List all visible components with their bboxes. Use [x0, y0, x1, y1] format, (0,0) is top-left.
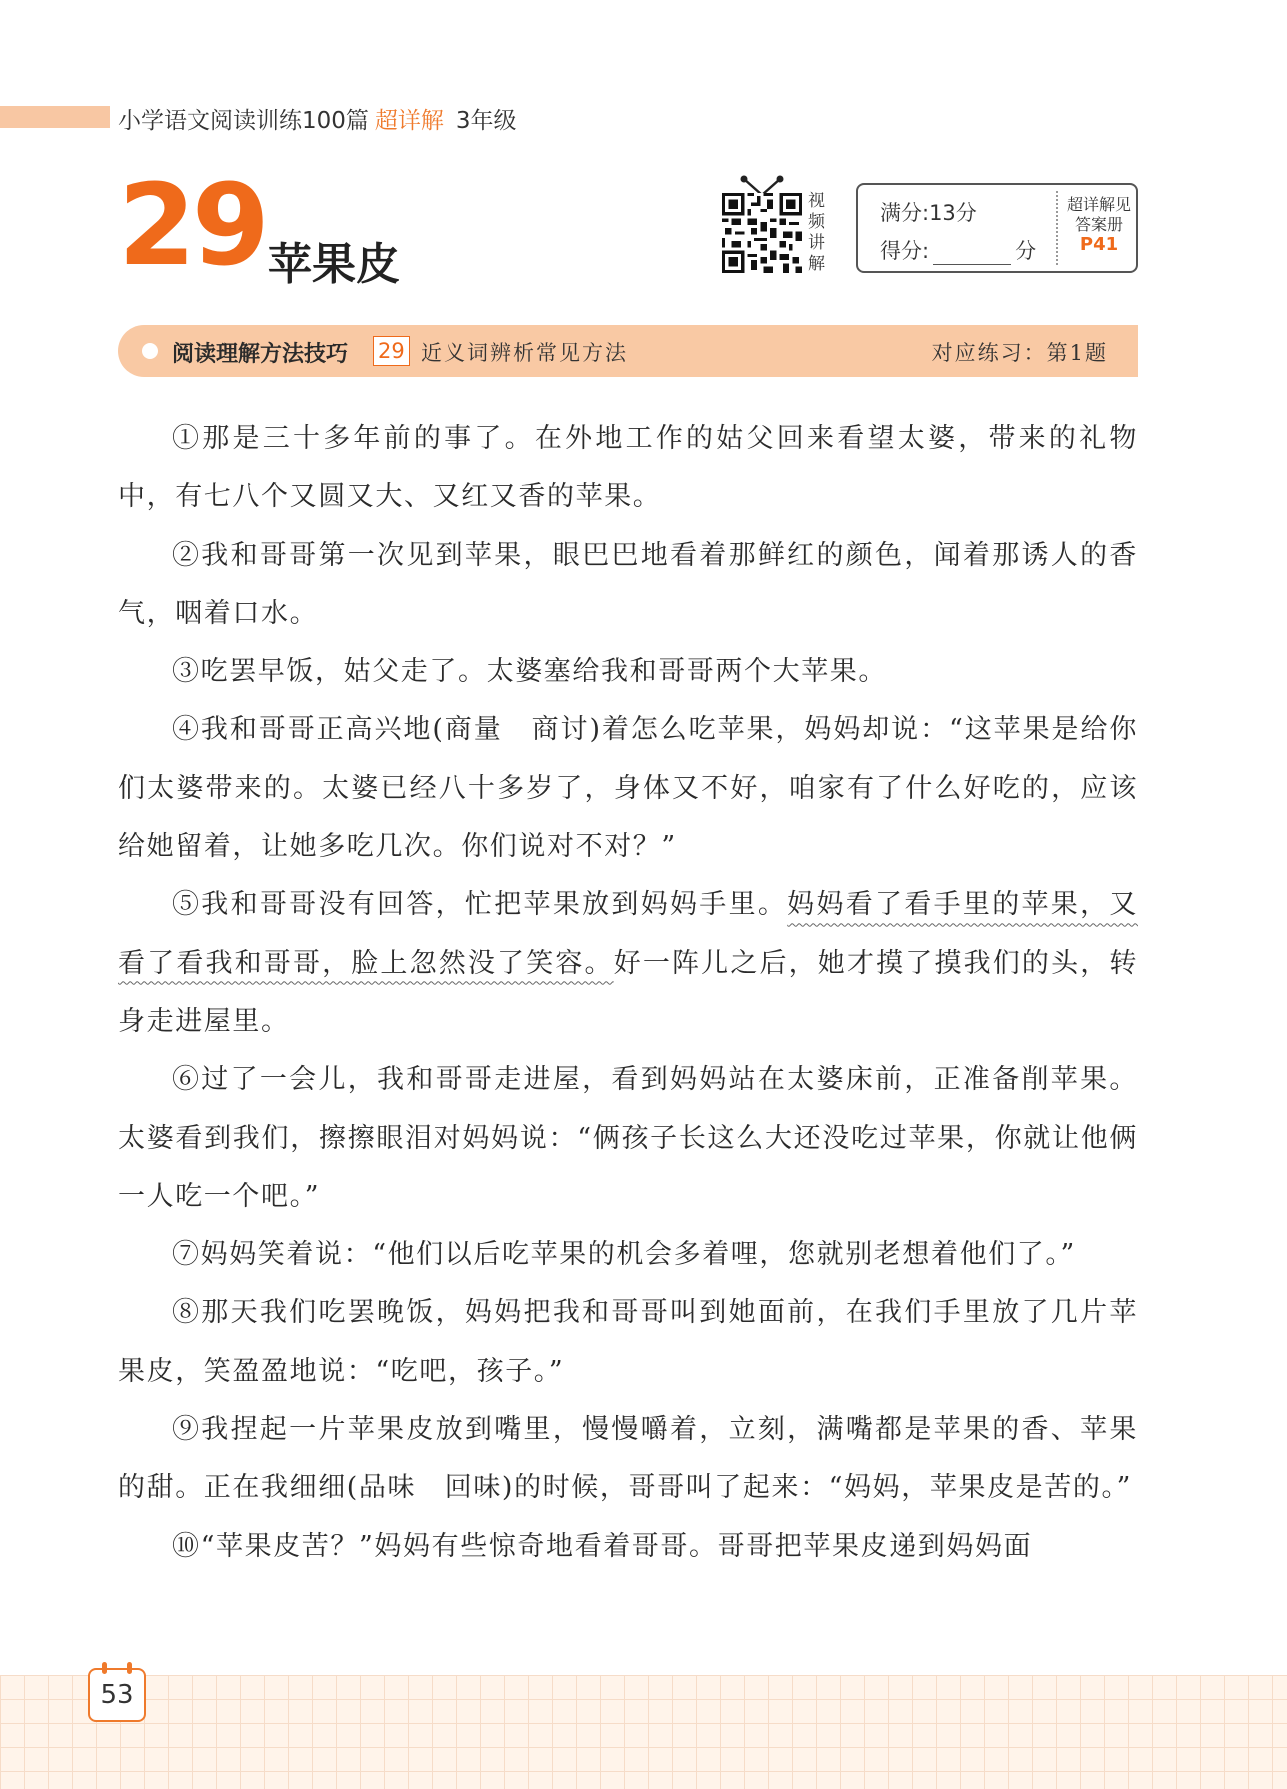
book-series: 小学语文阅读训练100篇: [118, 108, 369, 134]
answer-ref-line2: 答案册: [1074, 215, 1123, 234]
method-number: 29: [373, 336, 410, 366]
score-got-unit: 分: [1015, 239, 1037, 263]
lesson-title: 苹果皮: [268, 239, 400, 290]
paragraph-6: ⑥过了一会儿，我和哥哥走进屋，看到妈妈站在太婆床前，正准备削苹果。太婆看到我们，擦擦眼泪对妈妈说：“俩孩子长这么大还没吃过苹果，你就让他俩一人吃一个吧。”: [118, 1064, 1138, 1212]
bullet-dot-icon: [142, 343, 158, 359]
wavy-underlined-sentence: 妈妈看了看手里的苹果，又看了看我和哥哥，脸上忽然没了笑容。: [118, 889, 1138, 979]
paragraph-4: ④我和哥哥正高兴地(商量 商讨)着怎么吃苹果，妈妈却说：“这苹果是给你们太婆带来的。太婆已经八十多岁了，身体又不好，咱家有了什么好吃的，应该给她留着，让她多吃几次。你们说对不对？”: [118, 714, 1138, 863]
paragraph-3: ③吃罢早饭，姑父走了。太婆塞给我和哥哥两个大苹果。: [172, 656, 887, 688]
paragraph-5-end: 好一阵儿之后，她才摸了摸我们的头，转身走进屋里。: [118, 947, 1138, 1037]
score-full: 满分:13分: [880, 201, 977, 225]
paragraph-8: ⑧那天我们吃罢晚饭，妈妈把我和哥哥叫到她面前，在我们手里放了几片苹果皮，笑盈盈地说：“吃吧，孩子。”: [118, 1297, 1138, 1387]
method-label: 阅读理解方法技巧: [172, 342, 349, 367]
book-header: [118, 102, 517, 135]
paragraph-7: ⑦妈妈笑着说：“他们以后吃苹果的机会多着哩，您就别老想着他们了。”: [172, 1239, 1076, 1271]
paragraph-1: ①那是三十多年前的事了。在外地工作的姑父回来看望太婆，带来的礼物中，有七八个又圆又大、又红又香的苹果。: [118, 423, 1138, 513]
paragraph-2: ②我和哥哥第一次见到苹果，眼巴巴地看着那鲜红的颜色，闻着那诱人的香气，咽着口水。: [118, 539, 1138, 629]
method-practice: 对应练习：第1题: [931, 341, 1108, 365]
article-body: [118, 410, 1138, 1576]
score-blank[interactable]: [933, 244, 1011, 265]
paragraph-5-start: ⑤我和哥哥没有回答，忙把苹果放到妈妈手里。: [172, 889, 788, 921]
book-grade: 3年级: [455, 108, 517, 134]
qr-label: 视频讲解: [808, 191, 825, 274]
qr-code-icon: [722, 193, 802, 273]
calendar-ring: [102, 1662, 107, 1674]
score-got-label: 得分:: [880, 239, 930, 263]
paragraph-5: [118, 876, 1138, 1051]
score-divider: [1056, 191, 1058, 265]
answer-ref-page: P41: [1079, 234, 1119, 255]
score-got: [880, 235, 1036, 265]
lesson-number: 29: [118, 161, 266, 291]
paragraph-9: ⑨我捏起一片苹果皮放到嘴里，慢慢嚼着，立刻，满嘴都是苹果的香、苹果的甜。正在我细细(品味 回味)的时候，哥哥叫了起来：“妈妈，苹果皮是苦的。”: [118, 1414, 1138, 1504]
page-number: 53: [100, 1680, 134, 1710]
calendar-ring: [127, 1662, 132, 1674]
answer-ref-line1: 超详解见: [1066, 195, 1131, 214]
book-series-accent: 超详解: [374, 108, 444, 134]
answer-reference: [1061, 195, 1137, 255]
video-qr[interactable]: [722, 175, 827, 277]
score-box: [856, 183, 1138, 273]
method-banner: [118, 325, 1138, 377]
header-stripe: [0, 106, 110, 128]
calendar-page-icon: [88, 1668, 146, 1722]
footer-grid: [0, 1675, 1287, 1789]
paragraph-10: ⑩“苹果皮苦？”妈妈有些惊奇地看着哥哥。哥哥把苹果皮递到妈妈面: [172, 1530, 1033, 1562]
method-topic: 近义词辨析常见方法: [421, 341, 628, 365]
